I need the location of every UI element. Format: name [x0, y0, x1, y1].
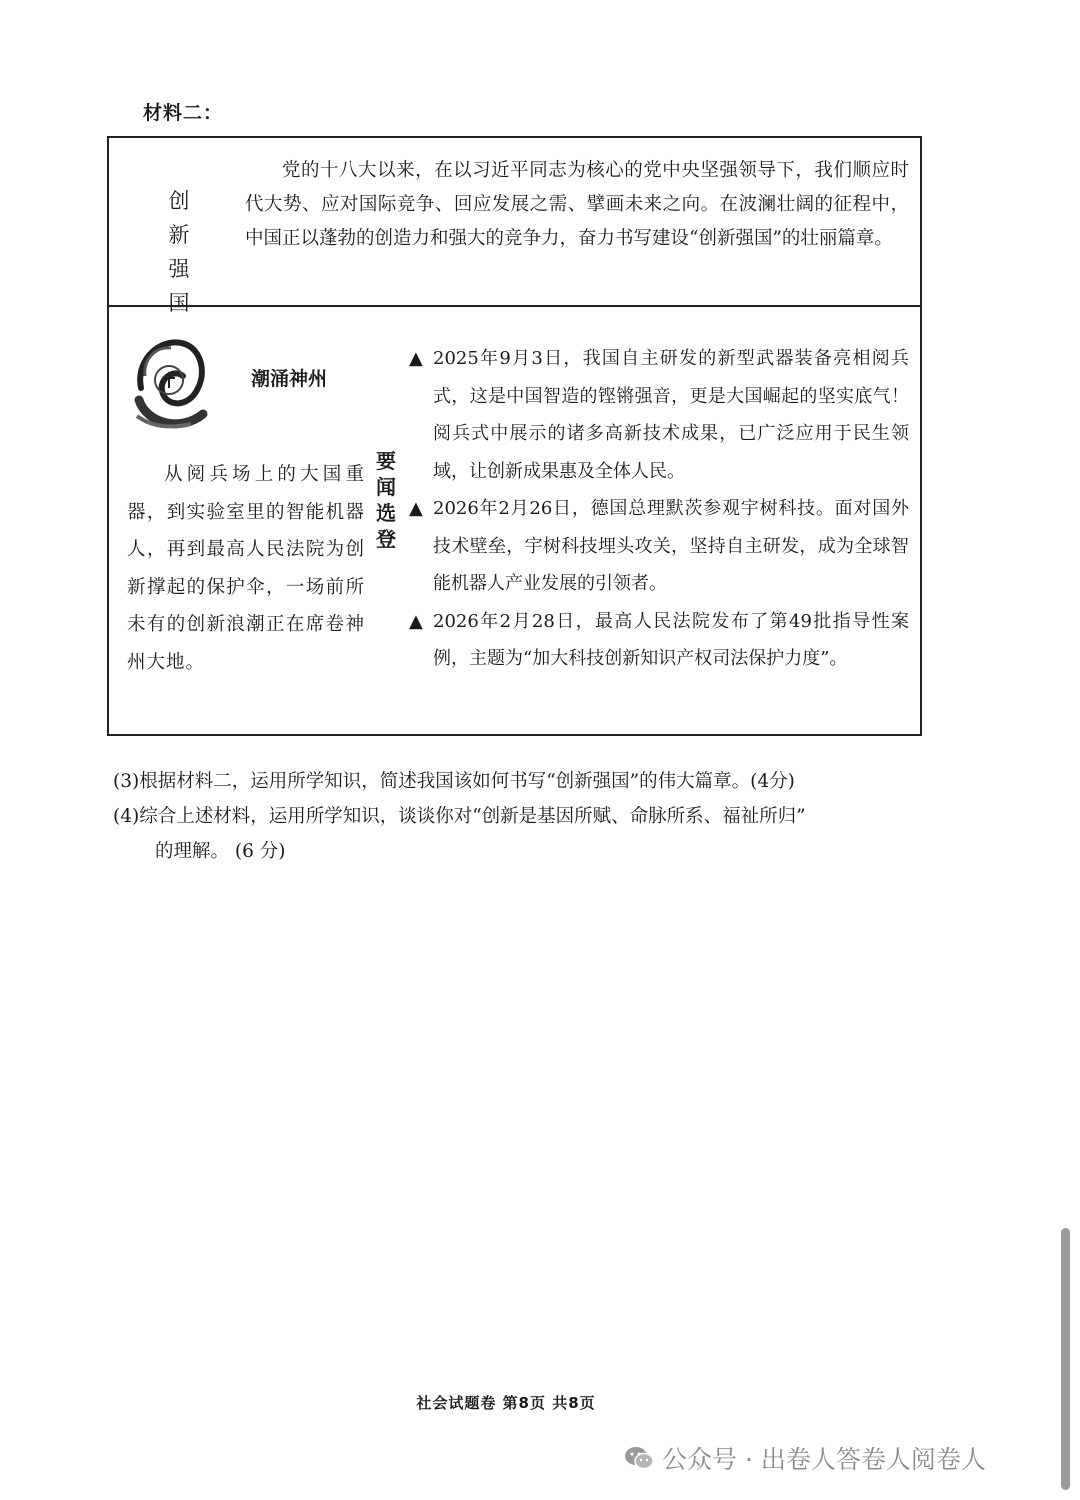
wave-body: 从阅兵场上的大国重器，到实验室里的智能机器人，再到最高人民法院为创新撑起的保护伞，一场前所未有的创新浪潮正在席卷神州大地。	[127, 464, 365, 673]
watermark-text: 公众号 · 出卷人答卷人阅卷人	[662, 1445, 986, 1474]
news-item	[409, 603, 909, 678]
triangle-icon: ▲	[409, 498, 423, 519]
intro-paragraph: 党的十八大以来，在以习近平同志为核心的党中央坚强领导下，我们顺应时代大势、应对国际竞争、回应发展之需、擘画未来之向。在波澜壮阔的征程中，中国正以蓬勃的创造力和强大的竞争力，奋力书写建设“创新强国”的壮丽篇章。	[245, 160, 909, 249]
side-title-line1: 创 新	[168, 189, 196, 247]
news-list	[409, 340, 909, 678]
wave-emblem-icon	[133, 328, 213, 438]
news-label-char: 闻	[376, 475, 396, 499]
watermark	[624, 1436, 986, 1480]
news-label-char: 登	[376, 527, 396, 551]
side-title	[157, 184, 207, 320]
news-text: 2025年9月3日，我国自主研发的新型武器装备亮相阅兵式，这是中国智造的铿锵强音，更是大国崛起的坚实底气！阅兵式中展示的诸多高新技术成果，已广泛应用于民生领域，让创新成果惠及全体人民。	[433, 348, 909, 482]
row-divider	[109, 305, 920, 307]
question-4: (4)综合上述材料，运用所学知识，谈谈你对“创新是基因所赋、命脉所系、福祉所归”	[113, 806, 806, 827]
news-text: 2026年2月28日，最高人民法院发布了第49批指导性案例，主题为“加大科技创新知识产权司法保护力度”。	[433, 610, 909, 669]
page-footer: 社会试题卷 第8页 共8页	[416, 1394, 596, 1412]
question-4-continued: 的理解。 (6 分)	[155, 841, 286, 862]
triangle-icon: ▲	[409, 610, 423, 632]
question-3: (3)根据材料二，运用所学知识，简述我国该如何书写“创新强国”的伟大篇章。(4分)	[113, 771, 795, 792]
material-frame	[107, 136, 922, 736]
wave-title: 潮涌神州	[251, 368, 328, 390]
side-title-line2: 强 国	[168, 257, 196, 315]
news-item	[409, 490, 909, 603]
questions	[113, 764, 933, 869]
news-label	[373, 448, 399, 552]
material-label: 材料二：	[143, 102, 224, 124]
news-text: 2026年2月26日，德国总理默茨参观宇树科技。面对国外技术壁垒，宇树科技埋头攻关，坚持自主研发，成为全球智能机器人产业发展的引领者。	[433, 498, 909, 594]
wechat-icon	[624, 1445, 654, 1471]
news-item	[409, 340, 909, 490]
news-label-char: 要	[376, 449, 396, 473]
scrollbar-thumb[interactable]	[1061, 1228, 1070, 1490]
news-label-char: 选	[376, 501, 396, 525]
triangle-icon: ▲	[409, 348, 423, 369]
